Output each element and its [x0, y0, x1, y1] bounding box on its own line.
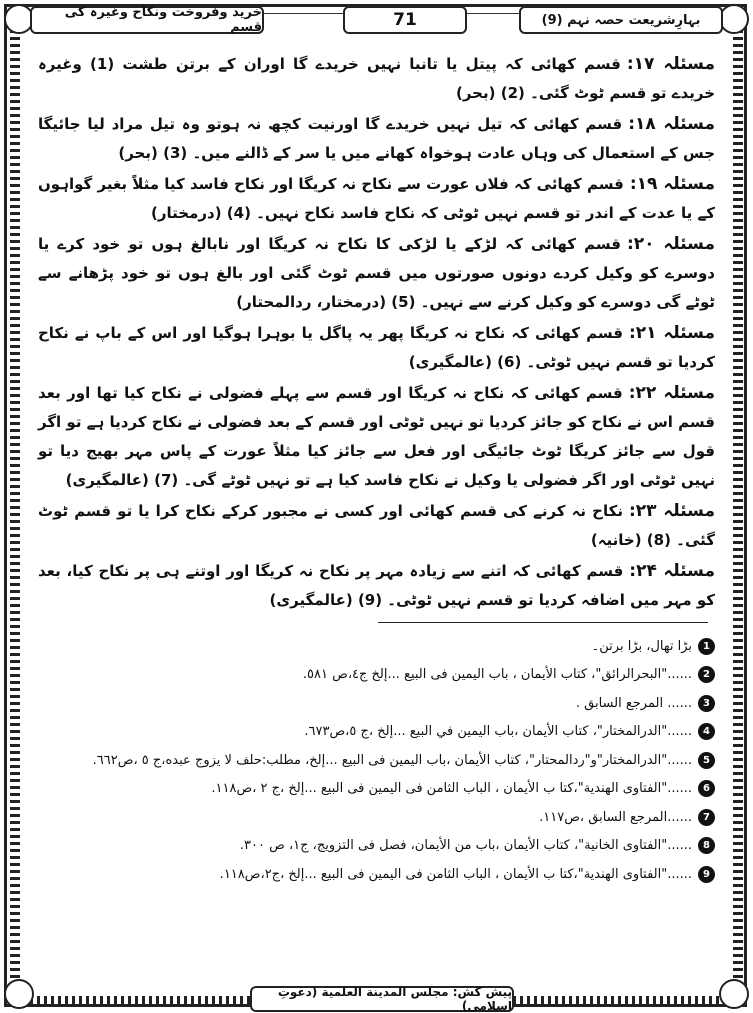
- masala-paragraph: [38, 557, 715, 615]
- masala-paragraph: [38, 497, 715, 555]
- page-header: [30, 6, 723, 34]
- masala-text: نکاح نہ کرنے کی قسم کھائی اور کسی نے مجبور کرکے نکاح کرا یا تو قسم ٹوٹ گئی۔ (8) (خانیہ): [38, 502, 715, 549]
- footnote-item: [38, 661, 715, 690]
- masala-text: قسم کھائی کہ پیتل یا تانبا نہیں خریدے گا اوران کے برتن طشت (1) وغیرہ خریدے تو قسم ٹوٹ گئی۔ (2) (بحر): [38, 55, 715, 102]
- masala-text: قسم کھائی کہ اتنے سے زیادہ مہر پر نکاح نہ کریگا اور اوتنے ہی پر نکاح کیا، بعد کو مہر میں اضافہ کردیا تو قسم نہیں ٹوٹی۔ (9) (عالمگیری): [38, 562, 715, 609]
- masala-label: مسئلہ ۲۱:: [628, 323, 715, 343]
- masala-label: مسئلہ ۲۲:: [628, 383, 715, 403]
- footnote-item: [38, 689, 715, 718]
- footnote-number: 3: [698, 695, 715, 712]
- masala-paragraph: [38, 50, 715, 108]
- masala-paragraph: [38, 170, 715, 228]
- masala-paragraph: [38, 379, 715, 495]
- footnote-text: ...... المرجع السابق .: [575, 695, 692, 711]
- corner-ornament: [4, 979, 34, 1009]
- main-text: [38, 50, 715, 617]
- footnote-text: ......"الفتاوى الهندية"،كتا ب الأيمان ، الباب الثامن فى اليمين فى البيع ...إلخ ،ج٢،ص١١٨.: [219, 866, 692, 882]
- footnote-item: [38, 832, 715, 861]
- footnote-item: [38, 632, 715, 661]
- footnote-number: 6: [698, 780, 715, 797]
- masala-text: قسم کھائی کہ نکاح نہ کریگا اور قسم سے پہلے فضولی نے نکاح کیا تھا اور بعد قسم اس نے نکاح کو جائز کردیا تو نہیں ٹوٹی اور قسم کے بعد فضولی نے نکاح کردیا ہے تو اگر قول سے جائز کریگا ٹوٹ جائیگی اور فعل سے جائز کیا مثلاً عورت کے پاس مہر بھیج دیا تو نہیں ٹوٹی اور اگر فضولی یا وکیل نے نکاح فاسد کیا ہے تو نہیں ٹوٹے گی۔ (7) (عالمگیری): [38, 384, 715, 489]
- footnote-item: [38, 746, 715, 775]
- masala-label: مسئلہ ۲۴:: [629, 561, 715, 581]
- chapter-title: خرید وفروخت ونکاح وغیرہ کی قسم: [30, 6, 264, 34]
- masala-label: مسئلہ ۲۰:: [626, 234, 715, 254]
- masala-text: قسم کھائی کہ نکاح نہ کریگا پھر یہ پاگل یا بوہرا ہوگیا اور اس کے باپ نے نکاح کردیا تو قسم نہیں ٹوٹی۔ (6) (عالمگیری): [38, 324, 715, 371]
- masala-paragraph: [38, 319, 715, 377]
- masala-paragraph: [38, 230, 715, 317]
- footnotes: [38, 632, 715, 889]
- masala-text: قسم کھائی کہ فلاں عورت سے نکاح نہ کریگا اور نکاح فاسد کیا مثلاً بغیر گواہوں کے یا عدت کے اندر تو قسم نہیں ٹوٹی کہ نکاح فاسد نکاح نہیں۔ (4) (درمختار): [38, 175, 715, 222]
- footnote-text: ......"الدرالمختار"، كتاب الأيمان ،باب اليمين في البيع ...إلخ ،ج ٥،ص٦٧٣.: [304, 724, 692, 740]
- footnote-item: [38, 803, 715, 832]
- footnote-number: 5: [698, 752, 715, 769]
- footnote-number: 4: [698, 723, 715, 740]
- footnote-text: ......"البحرالرائق"، كتاب الأيمان ، باب اليمين فى البيع ...إلخ ج٤،ص ٥٨١.: [302, 667, 692, 683]
- book-title: بہارِشریعت حصہ نہم (9): [519, 6, 723, 34]
- masala-text: قسم کھائی کہ لڑکے یا لڑکی کا نکاح نہ کریگا اور نابالغ ہوں تو خود کرے یا دوسرے کو وکیل کردے دونوں صورتوں میں قسم ٹوٹ گئی اور بالغ ہوں تو خود پڑھانے سے ٹوٹے گی دوسرے کو وکیل کرنے سے نہیں۔ (5) (درمختار، ردالمحتار): [38, 235, 715, 311]
- footnote-number: 7: [698, 809, 715, 826]
- footnote-text: ......المرجع السابق ،ص١١٧.: [539, 809, 692, 825]
- left-border-ornament: [10, 30, 20, 983]
- corner-ornament: [719, 979, 749, 1009]
- right-border-ornament: [733, 30, 743, 983]
- footnote-text: ......"الدرالمختار"و"ردالمحتار"، كتاب الأيمان ،باب اليمين فى البيع ...إلخ، مطلب:حلف لا يزوج عبده،ج ٥ ،ص٦٦٢.: [92, 752, 692, 768]
- footnote-number: 8: [698, 837, 715, 854]
- footnote-divider: [378, 622, 708, 623]
- masala-paragraph: [38, 110, 715, 168]
- masala-text: قسم کھائی کہ تیل نہیں خریدے گا اورنیت کچھ نہ ہوتو وہ تیل مراد لیا جائیگا جس کے استعمال کی وہاں عادت ہوخواہ کھانے میں یا سر کے ڈالنے میں۔ (3) (بحر): [38, 115, 715, 162]
- footnote-text: ......"الفتاوى الخانية"، كتاب الأيمان ،باب من الأيمان، فصل فى التزويج، ج١، ص ٣٠٠.: [239, 838, 692, 854]
- footnote-item: [38, 775, 715, 804]
- masala-label: مسئلہ ۲۳:: [628, 501, 715, 521]
- masala-label: مسئلہ ۱۸:: [628, 114, 715, 134]
- footnote-number: 2: [698, 666, 715, 683]
- footnote-text: ......"الفتاوى الهندية"،كتا ب الأيمان ، الباب الثامن فى اليمين فى البيع ...إلخ ،ج ٢ ،ص١١٨.: [211, 781, 692, 797]
- footnote-text: بڑا تھال، بڑا برتن۔: [591, 638, 692, 654]
- publisher-footer: پیش کش: مجلس المدينة العلمية (دعوتِ اسلامی): [250, 986, 514, 1012]
- footnote-item: [38, 860, 715, 889]
- footnote-item: [38, 718, 715, 747]
- footnote-number: 1: [698, 638, 715, 655]
- page-number: 71: [343, 6, 467, 34]
- masala-label: مسئلہ ۱۷:: [626, 54, 715, 74]
- footnote-number: 9: [698, 866, 715, 883]
- corner-ornament: [719, 4, 749, 34]
- masala-label: مسئلہ ۱۹:: [629, 174, 715, 194]
